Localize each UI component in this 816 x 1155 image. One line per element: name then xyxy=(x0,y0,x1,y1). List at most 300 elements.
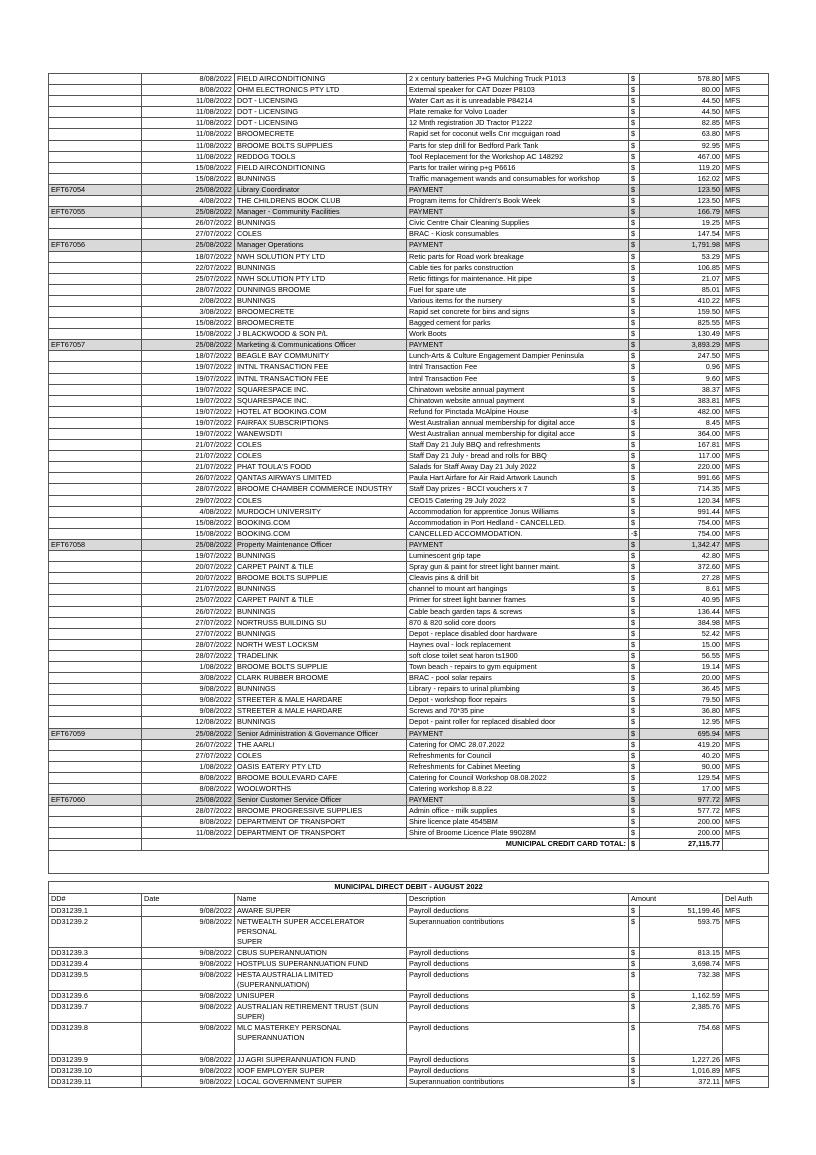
transaction-row xyxy=(49,440,769,451)
eft-number xyxy=(49,295,142,306)
payment-row xyxy=(49,728,769,739)
currency-sign: $ xyxy=(629,584,640,595)
currency-sign: $ xyxy=(629,484,640,495)
currency-sign: $ xyxy=(629,595,640,606)
amount: 991.44 xyxy=(640,506,723,517)
delegated-authority: MFS xyxy=(723,584,769,595)
delegated-authority: MFS xyxy=(723,706,769,717)
dd-currency-sign: $ xyxy=(629,991,640,1002)
delegated-authority: MFS xyxy=(723,129,769,140)
eft-number xyxy=(49,484,142,495)
dd-description: Payroll deductions xyxy=(407,906,629,917)
description: Retic fittings for maintenance. Hit pipe xyxy=(407,273,629,284)
dd-amount: 372.11 xyxy=(640,1077,723,1088)
currency-sign: $ xyxy=(629,140,640,151)
currency-sign: $ xyxy=(629,573,640,584)
transaction-row xyxy=(49,784,769,795)
delegated-authority: MFS xyxy=(723,306,769,317)
spacer-cell xyxy=(49,850,769,873)
amount: 991.66 xyxy=(640,473,723,484)
transaction-date: 19/07/2022 xyxy=(142,406,235,417)
amount: 825.55 xyxy=(640,318,723,329)
payee-name: BUNNINGS xyxy=(235,628,407,639)
direct-debit-row xyxy=(49,1066,769,1077)
eft-number xyxy=(49,351,142,362)
payee-name: NORTRUSS BUILDING SU xyxy=(235,617,407,628)
description: PAYMENT xyxy=(407,539,629,550)
transaction-date: 8/08/2022 xyxy=(142,74,235,85)
direct-debit-header-row xyxy=(49,894,769,906)
transaction-date: 8/08/2022 xyxy=(142,772,235,783)
delegated-authority: MFS xyxy=(723,318,769,329)
transaction-row xyxy=(49,85,769,96)
transaction-date: 12/08/2022 xyxy=(142,717,235,728)
currency-sign: $ xyxy=(629,395,640,406)
amount: 21.07 xyxy=(640,273,723,284)
description: Cable ties for parks construction xyxy=(407,262,629,273)
delegated-authority: MFS xyxy=(723,517,769,528)
delegated-authority: MFS xyxy=(723,717,769,728)
dd-number: DD31239.1 xyxy=(49,906,142,917)
payee-name: INTNL TRANSACTION FEE xyxy=(235,373,407,384)
eft-number xyxy=(49,406,142,417)
eft-number xyxy=(49,362,142,373)
description: Traffic management wands and consumables for workshop xyxy=(407,173,629,184)
dd-delegated-authority: MFS xyxy=(723,1055,769,1066)
payment-row xyxy=(49,340,769,351)
payee-name: BROOMECRETE xyxy=(235,129,407,140)
dd-amount: 3,698.74 xyxy=(640,959,723,970)
dd-amount: 1,227.26 xyxy=(640,1055,723,1066)
transaction-row xyxy=(49,706,769,717)
dd-amount: 593.75 xyxy=(640,917,723,948)
dd-name xyxy=(235,1002,407,1023)
transaction-date: 26/07/2022 xyxy=(142,218,235,229)
transaction-row xyxy=(49,484,769,495)
currency-sign: $ xyxy=(629,196,640,207)
payee-name: COLES xyxy=(235,451,407,462)
amount: 19.14 xyxy=(640,661,723,672)
currency-sign: $ xyxy=(629,240,640,251)
eft-number xyxy=(49,462,142,473)
description: Staff Day 21 July - bread and rolls for BBQ xyxy=(407,451,629,462)
delegated-authority: MFS xyxy=(723,406,769,417)
eft-number xyxy=(49,617,142,628)
eft-number xyxy=(49,517,142,528)
amount: 36.80 xyxy=(640,706,723,717)
transaction-date: 25/07/2022 xyxy=(142,273,235,284)
transaction-row xyxy=(49,151,769,162)
payment-row xyxy=(49,795,769,806)
amount: 20.00 xyxy=(640,673,723,684)
transaction-date: 25/08/2022 xyxy=(142,539,235,550)
currency-sign: $ xyxy=(629,118,640,129)
eft-number: EFT67057 xyxy=(49,340,142,351)
eft-number xyxy=(49,495,142,506)
delegated-authority: MFS xyxy=(723,440,769,451)
delegated-authority: MFS xyxy=(723,240,769,251)
delegated-authority: MFS xyxy=(723,140,769,151)
dd-currency-sign: $ xyxy=(629,906,640,917)
dd-currency-sign: $ xyxy=(629,1077,640,1088)
eft-number xyxy=(49,273,142,284)
eft-number xyxy=(49,440,142,451)
currency-sign: $ xyxy=(629,750,640,761)
amount: 123.50 xyxy=(640,184,723,195)
eft-number xyxy=(49,284,142,295)
description: Library - repairs to urinal plumbing xyxy=(407,684,629,695)
amount: 200.00 xyxy=(640,817,723,828)
transaction-date: 9/08/2022 xyxy=(142,684,235,695)
dd-name-line-2: SUPERANNUATION xyxy=(237,1033,305,1042)
transaction-row xyxy=(49,118,769,129)
eft-number: EFT67054 xyxy=(49,184,142,195)
dd-delegated-authority: MFS xyxy=(723,906,769,917)
payee-name: SQUARESPACE INC. xyxy=(235,395,407,406)
description: Rapid set concrete for bins and signs xyxy=(407,306,629,317)
payment-row xyxy=(49,207,769,218)
payee-name: COLES xyxy=(235,750,407,761)
transaction-row xyxy=(49,362,769,373)
delegated-authority: MFS xyxy=(723,828,769,839)
transaction-date: 21/07/2022 xyxy=(142,440,235,451)
delegated-authority: MFS xyxy=(723,329,769,340)
transaction-date: 25/08/2022 xyxy=(142,240,235,251)
payee-name: Library Coordinator xyxy=(235,184,407,195)
transaction-date: 18/07/2022 xyxy=(142,351,235,362)
dd-number: DD31239.9 xyxy=(49,1055,142,1066)
transaction-date: 21/07/2022 xyxy=(142,451,235,462)
transaction-date: 26/07/2022 xyxy=(142,473,235,484)
header-name: Name xyxy=(235,894,407,906)
spacer-row xyxy=(49,850,769,873)
delegated-authority: MFS xyxy=(723,595,769,606)
eft-number xyxy=(49,96,142,107)
payee-name: OHM ELECTRONICS PTY LTD xyxy=(235,85,407,96)
transaction-row xyxy=(49,96,769,107)
eft-number xyxy=(49,229,142,240)
payment-row xyxy=(49,539,769,550)
eft-number xyxy=(49,151,142,162)
eft-number xyxy=(49,395,142,406)
eft-number xyxy=(49,750,142,761)
delegated-authority: MFS xyxy=(723,495,769,506)
payee-name: BUNNINGS xyxy=(235,295,407,306)
eft-number xyxy=(49,628,142,639)
header-description: Description xyxy=(407,894,629,906)
payee-name: TRADELINK xyxy=(235,650,407,661)
dd-currency-sign: $ xyxy=(629,1066,640,1077)
description: Haynes oval - lock replacement xyxy=(407,639,629,650)
currency-sign: $ xyxy=(629,562,640,573)
currency-sign: $ xyxy=(629,761,640,772)
payee-name: BROOME BOLTS SUPPLIE xyxy=(235,573,407,584)
transaction-date: 11/08/2022 xyxy=(142,140,235,151)
payee-name: CLARK RUBBER BROOME xyxy=(235,673,407,684)
currency-sign: $ xyxy=(629,184,640,195)
payment-row xyxy=(49,184,769,195)
amount: 85.01 xyxy=(640,284,723,295)
transaction-row xyxy=(49,406,769,417)
direct-debit-row xyxy=(49,906,769,917)
payee-name: BROOME BOULEVARD CAFE xyxy=(235,772,407,783)
transaction-date: 9/08/2022 xyxy=(142,695,235,706)
delegated-authority: MFS xyxy=(723,539,769,550)
dd-date: 9/08/2022 xyxy=(142,1055,235,1066)
currency-sign: $ xyxy=(629,362,640,373)
amount: 63.80 xyxy=(640,129,723,140)
amount: 410.22 xyxy=(640,295,723,306)
dd-name-line: UNISUPER xyxy=(237,991,275,1000)
total-blank xyxy=(49,839,142,850)
payee-name: FAIRFAX SUBSCRIPTIONS xyxy=(235,417,407,428)
transaction-row xyxy=(49,196,769,207)
description: Rapid set for coconut wells Cnr mcguigan road xyxy=(407,129,629,140)
amount: 147.54 xyxy=(640,229,723,240)
dd-delegated-authority: MFS xyxy=(723,1077,769,1088)
dd-name xyxy=(235,1055,407,1066)
eft-number: EFT67058 xyxy=(49,539,142,550)
transaction-row xyxy=(49,462,769,473)
eft-number xyxy=(49,429,142,440)
delegated-authority: MFS xyxy=(723,451,769,462)
description: Staff Day 21 July BBQ and refreshments xyxy=(407,440,629,451)
currency-sign: $ xyxy=(629,506,640,517)
dd-description: Superannuation contributions xyxy=(407,1077,629,1088)
delegated-authority: MFS xyxy=(723,351,769,362)
delegated-authority: MFS xyxy=(723,462,769,473)
description: Catering workshop 8.8.22 xyxy=(407,784,629,795)
transaction-date: 3/08/2022 xyxy=(142,673,235,684)
dd-name xyxy=(235,906,407,917)
dd-amount: 2,385.76 xyxy=(640,1002,723,1023)
delegated-authority: MFS xyxy=(723,695,769,706)
amount: 117.00 xyxy=(640,451,723,462)
dd-amount: 754.68 xyxy=(640,1023,723,1055)
dd-name-line: AUSTRALIAN RETIREMENT TRUST (SUN SUPER) xyxy=(237,1002,379,1021)
transaction-row xyxy=(49,817,769,828)
currency-sign: $ xyxy=(629,85,640,96)
currency-sign: $ xyxy=(629,96,640,107)
dd-number: DD31239.3 xyxy=(49,948,142,959)
transaction-date: 11/08/2022 xyxy=(142,828,235,839)
eft-number: EFT67055 xyxy=(49,207,142,218)
total-amount: 27,115.77 xyxy=(640,839,723,850)
delegated-authority: MFS xyxy=(723,118,769,129)
amount: 40.95 xyxy=(640,595,723,606)
eft-number xyxy=(49,806,142,817)
description: Civic Centre Chair Cleaning Supplies xyxy=(407,218,629,229)
description: Admin office - milk supplies xyxy=(407,806,629,817)
dd-delegated-authority: MFS xyxy=(723,970,769,991)
eft-number xyxy=(49,384,142,395)
dd-number: DD31239.8 xyxy=(49,1023,142,1055)
dd-name-line: AWARE SUPER xyxy=(237,906,291,915)
description: Shire licence plate 4545BM xyxy=(407,817,629,828)
transaction-date: 20/07/2022 xyxy=(142,562,235,573)
amount: 79.50 xyxy=(640,695,723,706)
transaction-row xyxy=(49,173,769,184)
description: Various items for the nursery xyxy=(407,295,629,306)
currency-sign: $ xyxy=(629,74,640,85)
currency-sign: $ xyxy=(629,739,640,750)
payee-name: BROOME BOLTS SUPPLIES xyxy=(235,140,407,151)
amount: 82.85 xyxy=(640,118,723,129)
payee-name: BUNNINGS xyxy=(235,551,407,562)
currency-sign: $ xyxy=(629,517,640,528)
currency-sign: -$ xyxy=(629,528,640,539)
description: PAYMENT xyxy=(407,795,629,806)
amount: 3,893.29 xyxy=(640,340,723,351)
transaction-date: 28/07/2022 xyxy=(142,484,235,495)
delegated-authority: MFS xyxy=(723,728,769,739)
amount: 364.00 xyxy=(640,429,723,440)
amount: 383.81 xyxy=(640,395,723,406)
currency-sign: $ xyxy=(629,351,640,362)
dd-name xyxy=(235,1077,407,1088)
payee-name: STREETER & MALE HARDARE xyxy=(235,695,407,706)
currency-sign: $ xyxy=(629,451,640,462)
transaction-date: 9/08/2022 xyxy=(142,706,235,717)
amount: 56.55 xyxy=(640,650,723,661)
delegated-authority: MFS xyxy=(723,795,769,806)
dd-currency-sign: $ xyxy=(629,948,640,959)
delegated-authority: MFS xyxy=(723,761,769,772)
dd-description: Payroll deductions xyxy=(407,991,629,1002)
transaction-row xyxy=(49,584,769,595)
transaction-date: 20/07/2022 xyxy=(142,573,235,584)
payee-name: COLES xyxy=(235,229,407,240)
payee-name: DEPARTMENT OF TRANSPORT xyxy=(235,817,407,828)
description: PAYMENT xyxy=(407,728,629,739)
description: Intnl Transaction Fee xyxy=(407,362,629,373)
payee-name: BOOKING.COM xyxy=(235,517,407,528)
payee-name: COLES xyxy=(235,440,407,451)
transaction-row xyxy=(49,772,769,783)
dd-delegated-authority: MFS xyxy=(723,917,769,948)
transaction-date: 19/07/2022 xyxy=(142,362,235,373)
payee-name: BUNNINGS xyxy=(235,684,407,695)
transaction-date: 8/08/2022 xyxy=(142,784,235,795)
amount: 1,342.47 xyxy=(640,539,723,550)
payee-name: Senior Customer Service Officer xyxy=(235,795,407,806)
currency-sign: $ xyxy=(629,695,640,706)
currency-sign: $ xyxy=(629,673,640,684)
amount: 578.80 xyxy=(640,74,723,85)
dd-amount: 1,016.89 xyxy=(640,1066,723,1077)
amount: 695.94 xyxy=(640,728,723,739)
delegated-authority: MFS xyxy=(723,806,769,817)
payee-name: THE CHILDRENS BOOK CLUB xyxy=(235,196,407,207)
eft-number xyxy=(49,551,142,562)
eft-number xyxy=(49,573,142,584)
transaction-date: 21/07/2022 xyxy=(142,462,235,473)
payee-name: WOOLWORTHS xyxy=(235,784,407,795)
amount: 754.00 xyxy=(640,517,723,528)
transaction-date: 8/08/2022 xyxy=(142,85,235,96)
currency-sign: $ xyxy=(629,706,640,717)
description: Refund for Pinctada McAlpine House xyxy=(407,406,629,417)
eft-number xyxy=(49,562,142,573)
transaction-row xyxy=(49,262,769,273)
payee-name: DOT - LICENSING xyxy=(235,96,407,107)
transaction-row xyxy=(49,739,769,750)
dd-name-line: MLC MASTERKEY PERSONAL xyxy=(237,1023,342,1032)
transaction-row xyxy=(49,329,769,340)
dd-description: Payroll deductions xyxy=(407,1066,629,1077)
currency-sign: -$ xyxy=(629,406,640,417)
dd-delegated-authority: MFS xyxy=(723,991,769,1002)
transaction-row xyxy=(49,273,769,284)
eft-number xyxy=(49,784,142,795)
payee-name: BUNNINGS xyxy=(235,173,407,184)
transaction-row xyxy=(49,562,769,573)
eft-number xyxy=(49,584,142,595)
transaction-row xyxy=(49,617,769,628)
transaction-row xyxy=(49,573,769,584)
dd-description: Payroll deductions xyxy=(407,948,629,959)
currency-sign: $ xyxy=(629,617,640,628)
description: BRAC - pool solar repairs xyxy=(407,673,629,684)
eft-number xyxy=(49,772,142,783)
payee-name: Property Maintenance Officer xyxy=(235,539,407,550)
direct-debit-row xyxy=(49,991,769,1002)
transaction-date: 28/07/2022 xyxy=(142,806,235,817)
currency-sign: $ xyxy=(629,717,640,728)
payee-name: NWH SOLUTION PTY LTD xyxy=(235,251,407,262)
dd-name-line: HOSTPLUS SUPERANNUATION FUND xyxy=(237,959,369,968)
amount: 12.95 xyxy=(640,717,723,728)
transaction-date: 25/08/2022 xyxy=(142,795,235,806)
amount: 130.49 xyxy=(640,329,723,340)
payee-name: DUNNINGS BROOME xyxy=(235,284,407,295)
currency-sign: $ xyxy=(629,173,640,184)
payee-name: QANTAS AIRWAYS LIMITED xyxy=(235,473,407,484)
delegated-authority: MFS xyxy=(723,673,769,684)
eft-number: EFT67060 xyxy=(49,795,142,806)
eft-number xyxy=(49,74,142,85)
description: Program items for Children's Book Week xyxy=(407,196,629,207)
amount: 247.50 xyxy=(640,351,723,362)
currency-sign: $ xyxy=(629,162,640,173)
transaction-date: 11/08/2022 xyxy=(142,129,235,140)
amount: 17.00 xyxy=(640,784,723,795)
amount: 129.54 xyxy=(640,772,723,783)
payee-name: BROOME PROGRESSIVE SUPPLIES xyxy=(235,806,407,817)
transaction-row xyxy=(49,473,769,484)
transaction-row xyxy=(49,74,769,85)
description: Refreshments for Council xyxy=(407,750,629,761)
eft-number xyxy=(49,673,142,684)
payee-name: INTNL TRANSACTION FEE xyxy=(235,362,407,373)
amount: 0.96 xyxy=(640,362,723,373)
amount: 1,791.98 xyxy=(640,240,723,251)
eft-number xyxy=(49,595,142,606)
eft-number xyxy=(49,528,142,539)
description: soft close toilet seat haron ts1900 xyxy=(407,650,629,661)
currency-sign: $ xyxy=(629,417,640,428)
transaction-row xyxy=(49,650,769,661)
payee-name: Marketing & Communications Officer xyxy=(235,340,407,351)
dd-number: DD31239.11 xyxy=(49,1077,142,1088)
description: Luminescent grip tape xyxy=(407,551,629,562)
transaction-row xyxy=(49,528,769,539)
amount: 136.44 xyxy=(640,606,723,617)
eft-number xyxy=(49,162,142,173)
total-sign: $ xyxy=(629,839,640,850)
payee-name: BUNNINGS xyxy=(235,584,407,595)
delegated-authority: MFS xyxy=(723,639,769,650)
